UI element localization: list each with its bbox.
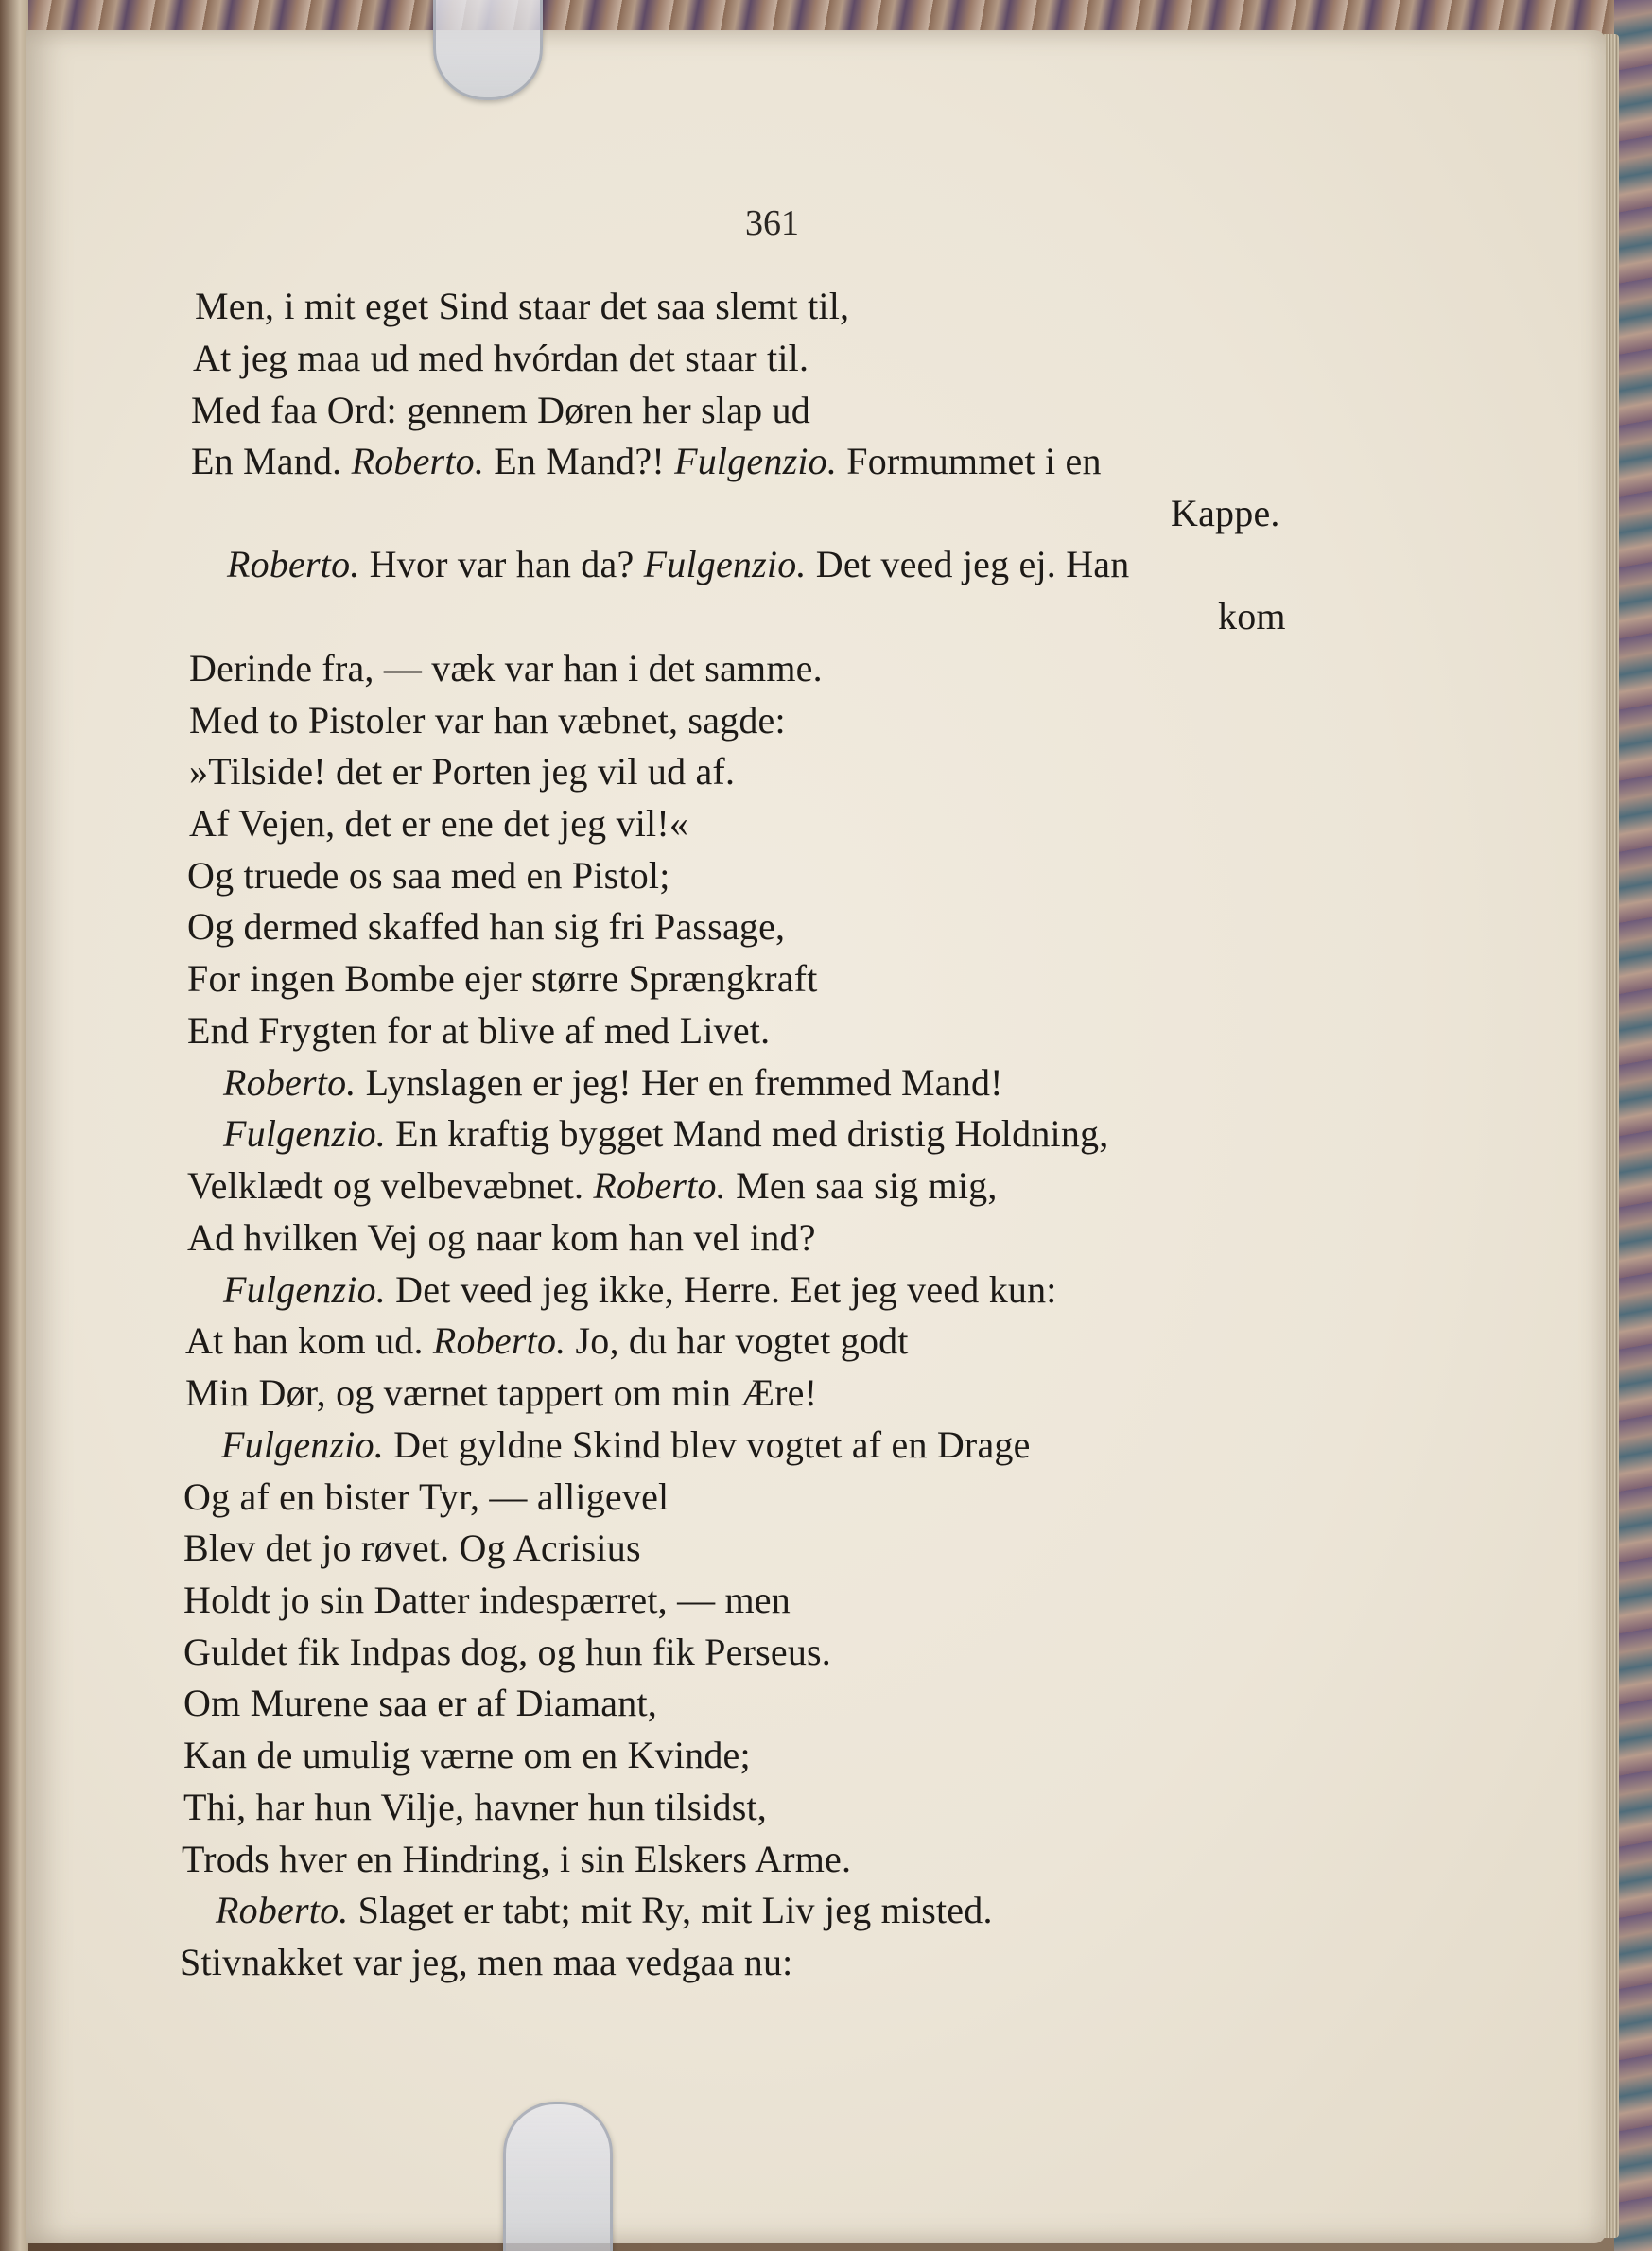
verse-line xyxy=(185,1318,909,1364)
verse-line xyxy=(189,801,688,846)
page-text xyxy=(26,30,1606,2243)
speaker-name: Fulgenzio. xyxy=(674,440,838,482)
verse-text: kom xyxy=(1218,595,1286,637)
verse-text: Men, i mit eget Sind staar det saa slemt til, xyxy=(195,285,850,327)
page-clip-top xyxy=(433,0,543,100)
verse-line xyxy=(189,646,823,691)
verse-text: Kappe. xyxy=(1171,492,1280,534)
verse-text: Stivnakket var jeg, men maa vedgaa nu: xyxy=(180,1941,793,1983)
verse-line xyxy=(223,1060,1003,1106)
verse-line xyxy=(187,904,785,950)
verse-line xyxy=(1171,491,1280,536)
speaker-name: Roberto. xyxy=(432,1319,566,1362)
verse-text: Jo, du har vogtet godt xyxy=(565,1319,909,1362)
speaker-name: Roberto. xyxy=(223,1061,356,1104)
verse-text: En Mand. xyxy=(191,440,352,482)
verse-text: Hvor var han da? xyxy=(359,543,644,585)
verse-text: Blev det jo røvet. Og Acrisius xyxy=(183,1527,641,1569)
verse-text: Det gyldne Skind blev vogtet af en Drage xyxy=(383,1423,1031,1466)
verse-line xyxy=(183,1733,751,1778)
verse-line xyxy=(187,956,818,1002)
verse-line xyxy=(183,1526,641,1571)
verse-text: Om Murene saa er af Diamant, xyxy=(183,1682,657,1724)
verse-line xyxy=(195,284,849,329)
verse-text: Trods hver en Hindring, i sin Elskers Arme. xyxy=(182,1838,852,1880)
verse-text: »Tilside! det er Porten jeg vil ud af. xyxy=(189,750,736,793)
verse-text: At han kom ud. xyxy=(185,1319,433,1362)
verse-line xyxy=(187,1163,998,1209)
verse-text: Kan de umulig værne om en Kvinde; xyxy=(183,1734,751,1776)
verse-line xyxy=(191,439,1102,484)
verse-line xyxy=(187,1215,816,1261)
verse-text: Med faa Ord: gennem Døren her slap ud xyxy=(191,389,810,431)
facing-page-edge xyxy=(0,0,28,2251)
verse-line xyxy=(221,1422,1031,1468)
marbled-cover-right xyxy=(1614,0,1652,2251)
book-page xyxy=(26,30,1606,2243)
speaker-name: Roberto. xyxy=(227,543,360,585)
verse-text: Men saa sig mig, xyxy=(725,1164,998,1207)
speaker-name: Roberto. xyxy=(593,1164,726,1207)
verse-line xyxy=(187,853,670,899)
verse-text: Min Dør, og værnet tappert om min Ære! xyxy=(185,1371,818,1414)
verse-text: Og dermed skaffed han sig fri Passage, xyxy=(187,905,786,948)
page-number: 361 xyxy=(745,203,799,243)
verse-text: En kraftig bygget Mand med dristig Holdning, xyxy=(385,1112,1109,1155)
verse-text: Ad hvilken Vej og naar kom han vel ind? xyxy=(187,1216,816,1259)
page-clip-bottom xyxy=(503,2102,613,2251)
verse-line xyxy=(216,1888,993,1933)
verse-line xyxy=(189,749,735,794)
speaker-name: Fulgenzio. xyxy=(221,1423,384,1466)
speaker-name: Fulgenzio. xyxy=(223,1112,386,1155)
verse-text: At jeg maa ud med hvórdan det staar til. xyxy=(193,337,809,379)
verse-text: Holdt jo sin Datter indespærret, — men xyxy=(183,1579,791,1621)
verse-text: Og truede os saa med en Pistol; xyxy=(187,854,670,897)
verse-text: Det veed jeg ej. Han xyxy=(806,543,1130,585)
verse-text: Det veed jeg ikke, Herre. Eet jeg veed kun: xyxy=(385,1268,1057,1311)
verse-line xyxy=(180,1940,793,1985)
verse-text: Thi, har hun Vilje, havner hun tilsidst, xyxy=(183,1786,768,1828)
verse-line xyxy=(189,698,786,743)
verse-line xyxy=(183,1785,767,1830)
verse-text: Og af en bister Tyr, — alligevel xyxy=(183,1475,669,1518)
verse-text: Formummet i en xyxy=(837,440,1102,482)
verse-text: Derinde fra, — væk var han i det samme. xyxy=(189,647,823,689)
verse-text: For ingen Bombe ejer større Sprængkraft xyxy=(187,957,818,1000)
verse-text: En Mand?! xyxy=(484,440,675,482)
verse-text: Velklædt og velbevæbnet. xyxy=(187,1164,594,1207)
verse-line xyxy=(223,1111,1108,1157)
verse-line xyxy=(193,336,809,381)
verse-line xyxy=(183,1681,657,1726)
verse-line xyxy=(183,1474,669,1520)
verse-text: Slaget er tabt; mit Ry, mit Liv jeg misted. xyxy=(348,1889,993,1931)
verse-line xyxy=(185,1370,817,1416)
speaker-name: Roberto. xyxy=(216,1889,349,1931)
verse-line xyxy=(1218,594,1286,639)
verse-line xyxy=(223,1267,1057,1313)
verse-text: End Frygten for at blive af med Livet. xyxy=(187,1009,771,1052)
speaker-name: Fulgenzio. xyxy=(223,1268,386,1311)
verse-line xyxy=(191,388,810,433)
speaker-name: Roberto. xyxy=(351,440,485,482)
verse-text: Med to Pistoler var han væbnet, sagde: xyxy=(189,699,786,742)
verse-text: Lynslagen er jeg! Her en fremmed Mand! xyxy=(356,1061,1003,1104)
speaker-name: Fulgenzio. xyxy=(643,543,807,585)
verse-text: Guldet fik Indpas dog, og hun fik Perseus. xyxy=(183,1631,831,1673)
verse-line xyxy=(183,1578,791,1623)
verse-line xyxy=(183,1630,831,1675)
verse-line xyxy=(187,1008,770,1054)
verse-text: Af Vejen, det er ene det jeg vil!« xyxy=(189,802,689,845)
verse-line xyxy=(227,542,1129,587)
verse-line xyxy=(182,1837,851,1882)
